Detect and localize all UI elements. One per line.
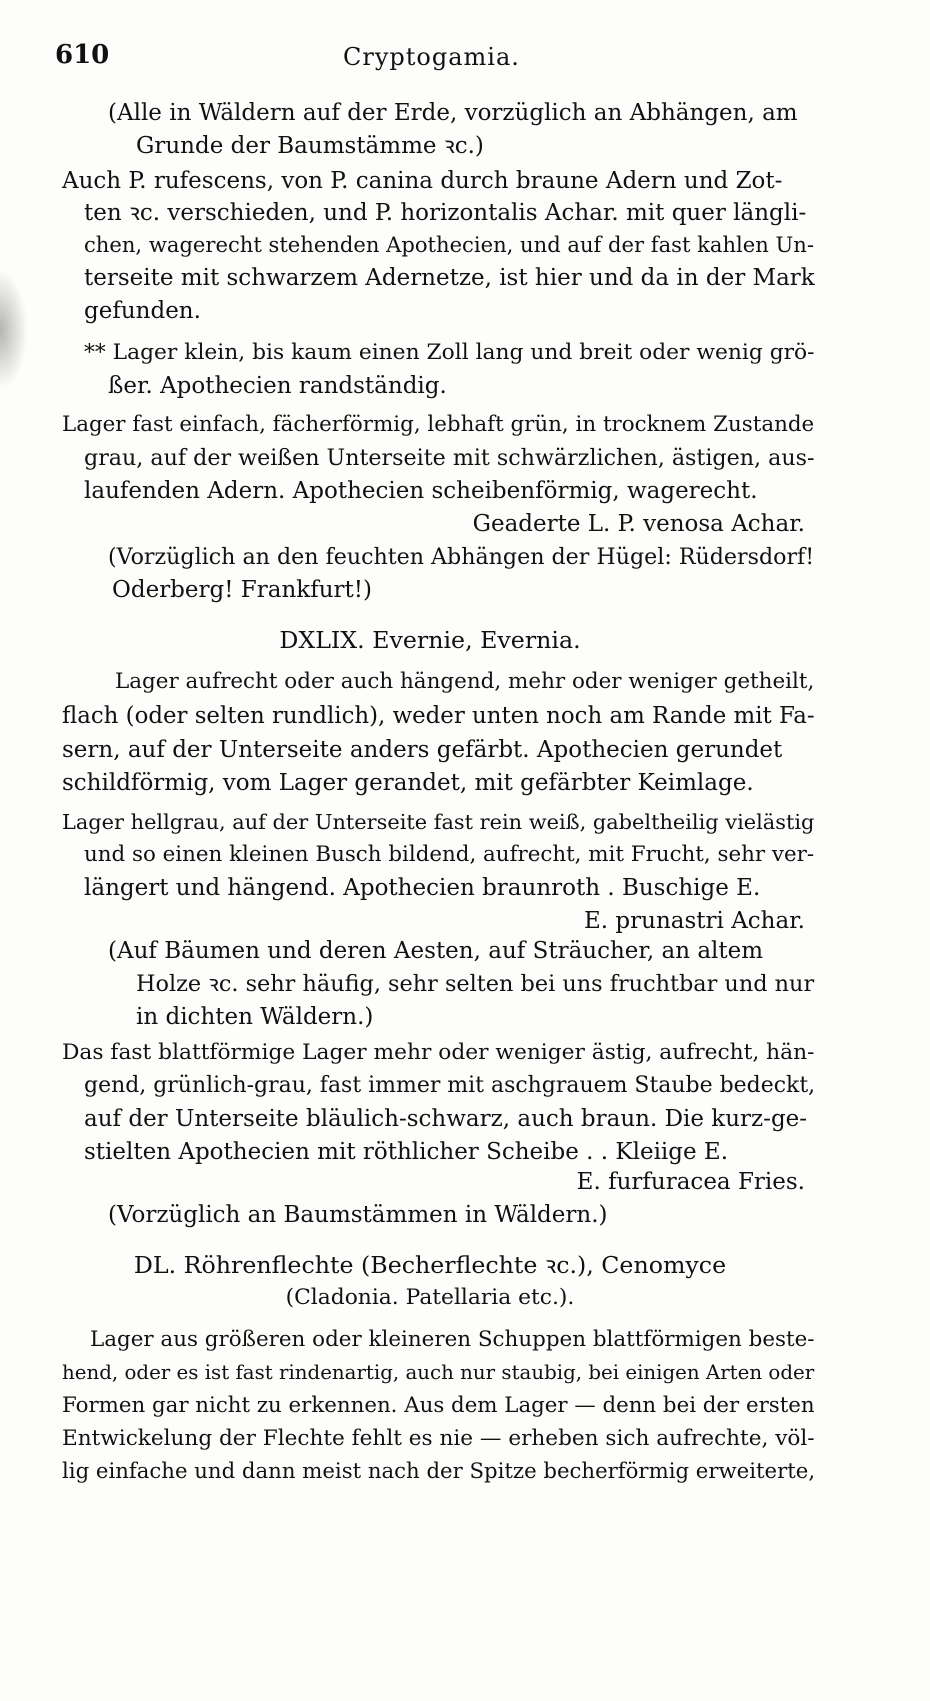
text-line: längert und hängend. Apothecien braunroth . Buschige E. [84,875,761,901]
text-line: Auch P. rufescens, von P. canina durch braune Adern und Zot- [62,168,783,194]
text-line: ten ꝛc. verschieden, und P. horizontalis Achar. mit quer längli- [84,200,807,226]
text-line: Holze ꝛc. sehr häufig, sehr selten bei uns fruchtbar und nur [136,971,815,997]
text-line: Lager aus größeren oder kleineren Schuppen blattförmigen beste- [90,1327,815,1352]
text-line: Das fast blattförmige Lager mehr oder weniger ästig, aufrecht, hän- [62,1040,815,1065]
text-line: Oderberg! Frankfurt!) [112,577,372,603]
text-line: und so einen kleinen Busch bildend, aufrecht, mit Frucht, sehr ver- [84,842,815,867]
text-line: (Auf Bäumen und deren Aesten, auf Sträucher, an altem [108,938,764,964]
species-name: E. prunastri Achar. [584,908,805,934]
text-line: Entwickelung der Flechte fehlt es nie — erheben sich aufrechte, völ- [62,1426,815,1451]
text-line: gend, grünlich-grau, fast immer mit aschgrauem Staube bedeckt, [84,1073,816,1098]
text-line: gefunden. [84,298,201,324]
text-line: stielten Apothecien mit röthlicher Scheibe . . Kleiige E. [84,1139,729,1165]
genus-heading: DXLIX. Evernie, Evernia. [279,626,581,654]
text-line: sern, auf der Unterseite anders gefärbt. Apothecien gerundet [62,737,783,763]
text-line: ßer. Apothecien randständig. [108,373,447,399]
text-line: (Alle in Wäldern auf der Erde, vorzüglich an Abhängen, am [108,100,798,126]
text-line: ** Lager klein, bis kaum einen Zoll lang und breit oder wenig grö- [84,340,815,365]
text-line: Formen gar nicht zu erkennen. Aus dem Lager — denn bei der ersten [62,1393,815,1418]
text-line: auf der Unterseite bläulich-schwarz, auch braun. Die kurz-ge- [84,1106,808,1132]
text-line: Lager hellgrau, auf der Unterseite fast rein weiß, gabeltheilig vielästig [62,810,815,834]
text-line: chen, wagerecht stehenden Apothecien, und auf der fast kahlen Un- [84,232,815,257]
text-line: laufenden Adern. Apothecien scheibenförmig, wagerecht. [84,478,758,504]
genus-heading: DL. Röhrenflechte (Becherflechte ꝛc.), Cenomyce [133,1251,727,1279]
species-name: Geaderte L. P. venosa Achar. [472,511,805,537]
text-line: flach (oder selten rundlich), weder unten noch am Rande mit Fa- [62,703,815,729]
text-line: (Vorzüglich an den feuchten Abhängen der Hügel: Rüdersdorf! [108,544,815,570]
text-line: schildförmig, vom Lager gerandet, mit gefärbter Keimlage. [62,770,754,796]
text-line: grau, auf der weißen Unterseite mit schwärzlichen, ästigen, aus- [84,445,815,471]
species-name: E. furfuracea Fries. [576,1169,805,1195]
running-title: Cryptogamia. [343,43,520,71]
text-line: (Vorzüglich an Baumstämmen in Wäldern.) [108,1202,608,1228]
text-line: terseite mit schwarzem Adernetze, ist hier und da in der Mark [84,265,815,291]
genus-synonyms: (Cladonia. Patellaria etc.). [285,1285,575,1310]
page-number: 610 [55,40,110,70]
page-smudge [0,270,28,390]
text-line: hend, oder es ist fast rindenartig, auch nur staubig, bei einigen Arten oder [62,1361,815,1384]
text-line: Lager fast einfach, fächerförmig, lebhaft grün, in trocknem Zustande [62,412,815,437]
text-line: Lager aufrecht oder auch hängend, mehr oder weniger getheilt, [115,669,815,694]
text-line: Grunde der Baumstämme ꝛc.) [136,133,484,159]
text-line: in dichten Wäldern.) [136,1004,374,1030]
text-line: lig einfache und dann meist nach der Spitze becherförmig erweiterte, [62,1459,816,1484]
